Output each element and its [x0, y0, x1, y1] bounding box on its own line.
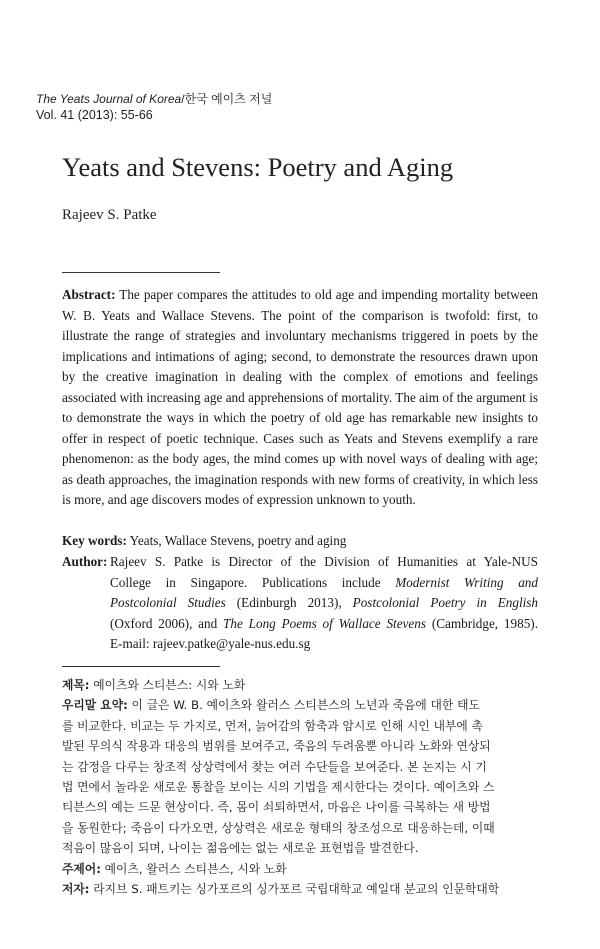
divider — [62, 666, 220, 667]
keywords-text: Yeats, Wallace Stevens, poetry and aging — [129, 533, 347, 548]
korean-summary-line: 티븐스의 예는 드문 현상이다. 즉, 몸이 쇠퇴하면서, 마음은 나이를 극복하는 새 방법 — [62, 800, 491, 815]
author-email: E-mail: rajeev.patke@yale-nus.edu.sg — [110, 636, 311, 651]
korean-summary-line: 을 동원한다; 죽음이 다가오면, 상상력은 새로운 형태의 창조성으로 대응하는데, 이때 — [62, 820, 495, 835]
author-text: (Oxford 2006), and — [110, 615, 224, 631]
korean-summary-line: 발된 무의식 작용과 대응의 범위를 보여주고, 죽음의 두려움뿐 아니라 노화와 연상되 — [62, 739, 491, 754]
author-text: College in Singapore. Publications include — [110, 574, 396, 590]
korean-summary-line: 는 감정을 다루는 창조적 상상력에서 찾는 여러 수단들을 보여준다. 본 논지는 시 기 — [62, 759, 487, 774]
article-author: Rajeev S. Patke — [62, 207, 157, 223]
abstract — [62, 285, 538, 511]
journal-volume: Vol. 41 (2013): 55-66 — [36, 108, 153, 122]
abstract-label: Abstract: — [62, 287, 116, 302]
korean-summary — [62, 675, 538, 899]
korean-author — [62, 879, 538, 899]
divider — [62, 272, 220, 273]
korean-summary-line: 를 비교한다. 비교는 두 가지로, 먼저, 늙어감의 함축과 암시로 인해 시인 내부에 촉 — [62, 718, 483, 733]
korean-author-text: 라지브 S. 패트키는 싱가포르의 싱가포르 국립대학교 예일대 분교의 인문학대학 — [89, 882, 500, 897]
korean-title — [62, 675, 538, 695]
korean-keywords-label: 주제어: — [62, 861, 101, 876]
journal-header — [36, 91, 272, 123]
abstract-text: The paper compares the attitudes to old age and impending mortality between W. B. Yeats and Wallace Stevens. The point of the comparison is twofold: first, to illustrate the range of strategies and involuntary mechanisms triggered in poets by the implications and intimations of aging; second, to demonstrate the resources drawn upon by the creative imagination in dealing with the complex of emotions and feelings associated with increasing age and apprehensions of mortality. The aim of the argument is to demonstrate the ways in which the poetry of old age has remarkable new insights to offer in respect of poetic technique. Cases such as Yeats and Stevens exemplify a rare phenomenon: as the body ages, the mind comes up with novel ways of dealing with age; as death approaches, the imagination responds with new forms of creativity, in which less is more, and age discovers modes of expression unknown to youth. — [62, 287, 539, 507]
author-line — [110, 552, 538, 573]
author-text: (Cambridge, 1985). — [426, 615, 538, 631]
korean-summary-line: 법 면에서 놀라운 새로운 통찰을 보이는 시의 기법을 제시한다는 것이다. 예이츠와 스 — [62, 780, 495, 795]
korean-summary-line — [62, 695, 538, 715]
author-text: (Edinburgh 2013), — [225, 595, 353, 610]
journal-name-korean: /한국 예이츠 저널 — [181, 92, 273, 106]
korean-summary-line: 적음이 많음이 되며, 나이는 젊음에는 없는 새로운 표현법을 발견한다. — [62, 841, 419, 856]
article-title: Yeats and Stevens: Poetry and Aging — [62, 152, 454, 182]
korean-keywords — [62, 859, 538, 879]
author-line — [110, 593, 538, 614]
korean-author-label: 저자: — [62, 882, 90, 897]
book-title: The Long Poems of Wallace Stevens — [223, 615, 426, 631]
book-title: Postcolonial Poetry in English — [352, 595, 539, 610]
book-title: Postcolonial Studies — [110, 595, 226, 610]
korean-text: 이 글은 W. B. 예이츠와 왈러스 스티븐스의 노년과 죽음에 대한 태도 — [127, 698, 480, 713]
journal-name: The Yeats Journal of Korea — [36, 92, 182, 106]
korean-title-label: 제목: — [62, 678, 90, 692]
korean-keywords-text: 예이츠, 왈러스 스티븐스, 시와 노화 — [100, 861, 287, 876]
book-title: Modernist Writing and — [395, 574, 538, 590]
keywords-label: Key words: — [62, 533, 127, 548]
author-text: Rajeev S. Patke is Director of the Division of Humanities at Yale-NUS — [110, 554, 538, 569]
keywords — [62, 531, 538, 551]
author-line — [110, 573, 538, 594]
author-line — [110, 614, 538, 635]
korean-summary-label: 우리말 요약: — [62, 698, 128, 713]
korean-title-text: 예이츠와 스티븐스: 시와 노화 — [89, 678, 246, 692]
author-info — [62, 552, 538, 655]
author-label: Author: — [62, 554, 108, 569]
